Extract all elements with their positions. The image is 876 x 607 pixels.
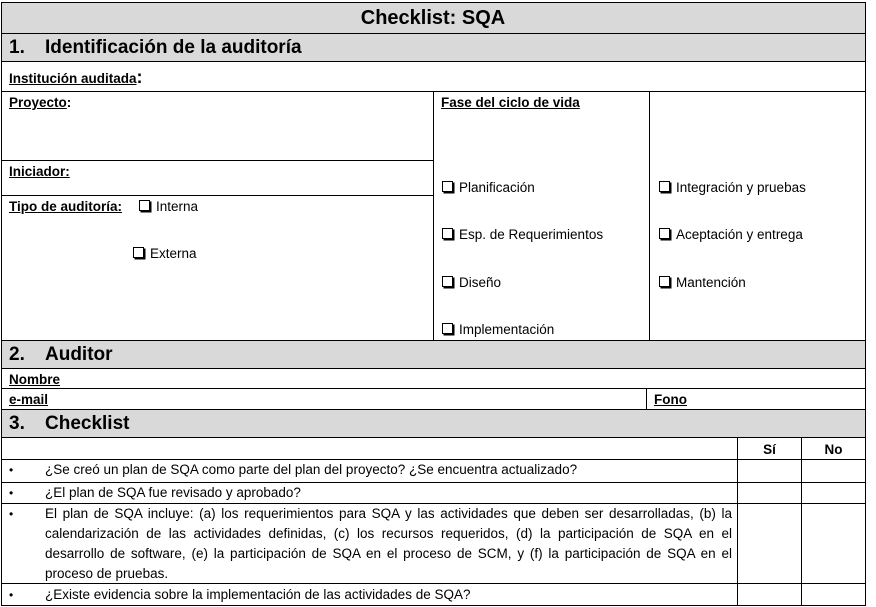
fase-implementacion-checkbox[interactable] xyxy=(442,322,554,338)
email-label[interactable]: e-mail xyxy=(9,392,49,407)
iniciador-label: Iniciador: xyxy=(9,164,70,179)
fase-aceptacion-checkbox[interactable] xyxy=(659,227,803,243)
answer-si-cell[interactable] xyxy=(738,483,801,503)
fase-option-label: Planificación xyxy=(459,180,535,195)
fase-planificacion-checkbox[interactable] xyxy=(442,180,535,196)
tipo-option-label: Externa xyxy=(150,246,197,261)
border-right xyxy=(865,2,866,606)
section2-title: Auditor xyxy=(45,344,113,365)
fase-option-label: Aceptación y entrega xyxy=(676,227,803,242)
rule xyxy=(1,195,433,196)
section3-number: 3. xyxy=(9,413,25,434)
checklist-item: El plan de SQA incluye: (a) los requerimientos para SQA y las actividades que deben ser desarrolladas, (b) la calendarización de las actividades definidas, (c) los recursos requeridos, (d) la participación de SQA en el desarrollo de software, (e) la participación de SQA en el proceso de SCM, y (f) la participación de SQA en el proceso de pruebas. xyxy=(45,506,732,581)
tipo-interna-checkbox[interactable] xyxy=(139,199,198,215)
answer-no-cell[interactable] xyxy=(802,460,865,482)
section3-band xyxy=(1,410,865,437)
section3-heading xyxy=(9,412,129,436)
section1-number: 1. xyxy=(9,37,25,58)
bullet-icon: • xyxy=(9,463,14,477)
answer-no-cell[interactable] xyxy=(802,504,865,583)
section2-band xyxy=(1,341,865,368)
fase-option-label: Diseño xyxy=(459,275,502,290)
section1-heading xyxy=(9,36,302,60)
fase-label: Fase del ciclo de vida xyxy=(441,95,580,110)
section1-title: Identificación de la auditoría xyxy=(45,37,302,58)
section2-heading xyxy=(9,343,113,367)
nombre-label[interactable]: Nombre xyxy=(9,372,61,387)
tipo-option-label: Interna xyxy=(156,199,199,214)
column-header-no: No xyxy=(824,442,843,457)
fono-label[interactable]: Fono xyxy=(654,392,687,407)
answer-no-cell[interactable] xyxy=(802,584,865,605)
checklist-item: ¿Se creó un plan de SQA como parte del plan del proyecto? ¿Se encuentra actualizado? xyxy=(45,462,578,477)
section2-number: 2. xyxy=(9,344,25,365)
checkbox-icon xyxy=(442,181,453,192)
checkbox-icon xyxy=(659,228,670,239)
rule xyxy=(1,160,433,161)
rule xyxy=(646,388,647,409)
proyecto-colon: : xyxy=(66,95,72,110)
fase-option-label: Esp. de Requerimientos xyxy=(459,227,604,242)
rule xyxy=(1,33,866,34)
answer-no-cell[interactable] xyxy=(802,483,865,503)
checkbox-icon xyxy=(659,181,670,192)
fase-requerimientos-checkbox[interactable] xyxy=(442,227,603,243)
checklist-item: ¿Existe evidencia sobre la implementación de las actividades de SQA? xyxy=(45,587,471,602)
fase-option-label: Mantención xyxy=(676,275,746,290)
border-left xyxy=(1,2,2,606)
institucion-colon: : xyxy=(136,67,143,87)
bullet-icon: • xyxy=(9,588,14,602)
bullet-icon: • xyxy=(9,507,14,521)
rule xyxy=(1,61,866,62)
fase-option-label: Implementación xyxy=(459,322,555,337)
institucion-label: Institución auditada xyxy=(9,71,137,86)
rule xyxy=(433,91,434,341)
rule xyxy=(649,91,650,341)
rule xyxy=(1,368,866,369)
proyecto-field[interactable] xyxy=(9,95,71,111)
answer-si-cell[interactable] xyxy=(738,460,801,482)
checklist-item: ¿El plan de SQA fue revisado y aprobado? xyxy=(45,485,301,500)
institucion-field[interactable] xyxy=(9,69,143,87)
checkbox-icon xyxy=(442,276,453,287)
checkbox-icon xyxy=(442,323,453,334)
fase-option-label: Integración y pruebas xyxy=(676,180,806,195)
column-header-si: Sí xyxy=(763,442,776,457)
tipo-auditoria-label: Tipo de auditoría: xyxy=(9,199,123,214)
checkbox-icon xyxy=(139,200,150,211)
tipo-externa-checkbox[interactable] xyxy=(133,246,197,262)
answer-si-cell[interactable] xyxy=(738,584,801,605)
border-bottom xyxy=(1,605,866,606)
bullet-icon: • xyxy=(9,486,14,500)
checkbox-icon xyxy=(133,247,144,258)
section3-title: Checklist xyxy=(45,413,130,434)
proyecto-label: Proyecto xyxy=(9,95,67,110)
answer-si-cell[interactable] xyxy=(738,504,801,583)
checkbox-icon xyxy=(442,228,453,239)
fase-integracion-checkbox[interactable] xyxy=(659,180,806,196)
fase-mantencion-checkbox[interactable] xyxy=(659,275,746,291)
fase-diseno-checkbox[interactable] xyxy=(442,275,501,291)
page-title: Checklist: SQA xyxy=(360,7,506,29)
rule xyxy=(1,409,866,410)
rule xyxy=(1,388,866,389)
checkbox-icon xyxy=(659,276,670,287)
